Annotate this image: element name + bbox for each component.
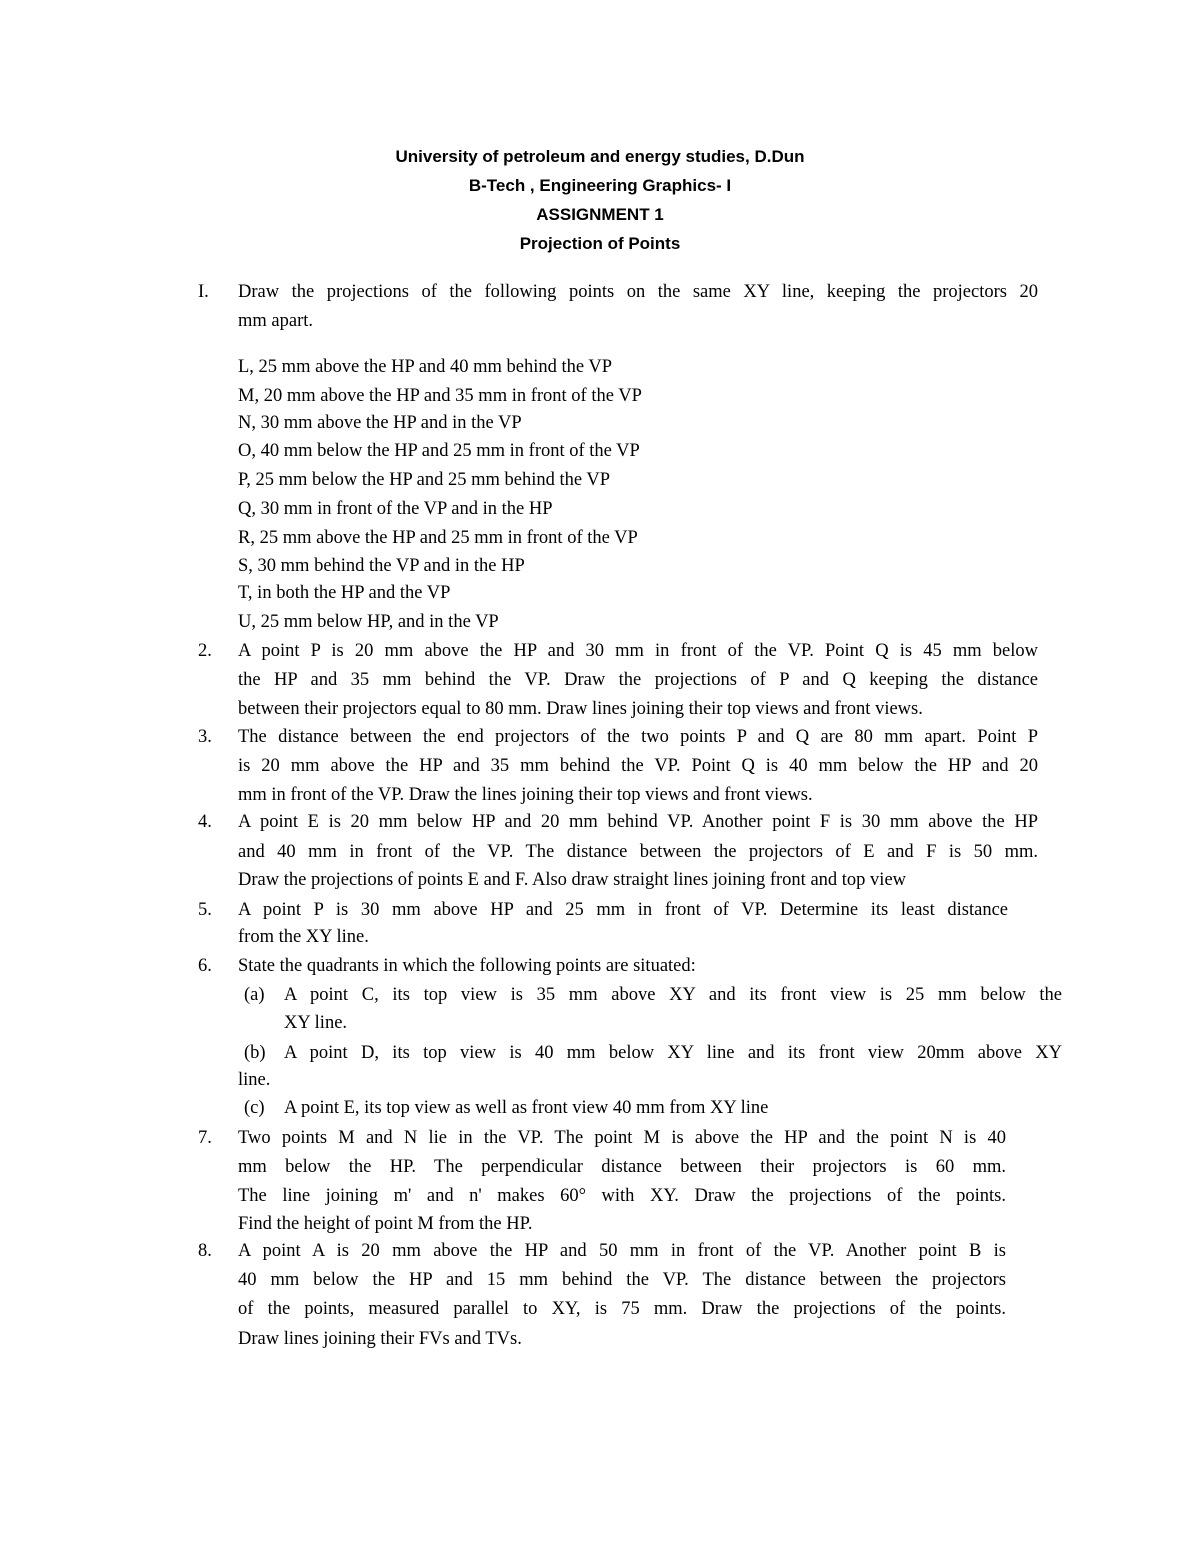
sub-part-text-line: A point E, its top view as well as front view 40 mm from XY line bbox=[284, 1098, 769, 1118]
question-number: 4. bbox=[198, 812, 212, 832]
question-number: 8. bbox=[198, 1241, 212, 1261]
question-number: 6. bbox=[198, 956, 212, 976]
sub-part-label: (a) bbox=[244, 985, 265, 1005]
question-text-line: Draw lines joining their FVs and TVs. bbox=[238, 1329, 522, 1349]
question-text-line: Two points M and N lie in the VP. The point M is above the HP and the point N is 40 bbox=[238, 1128, 1006, 1148]
question-text-line: and 40 mm in front of the VP. The distance between the projectors of E and F is 50 mm. bbox=[238, 842, 1038, 862]
question-text-line: of the points, measured parallel to XY, is 75 mm. Draw the projections of the points. bbox=[238, 1299, 1006, 1319]
point-item: O, 40 mm below the HP and 25 mm in front of the VP bbox=[238, 441, 640, 461]
point-item: U, 25 mm below HP, and in the VP bbox=[238, 612, 499, 632]
question-text-line: is 20 mm above the HP and 35 mm behind the VP. Point Q is 40 mm below the HP and 20 bbox=[238, 756, 1038, 776]
question-number: 2. bbox=[198, 641, 212, 661]
sub-part-label: (c) bbox=[244, 1098, 265, 1118]
university-title: University of petroleum and energy studies, D.Dun bbox=[395, 147, 805, 166]
question-text-line: The line joining m' and n' makes 60° with XY. Draw the projections of the points. bbox=[238, 1186, 1006, 1206]
point-item: T, in both the HP and the VP bbox=[238, 583, 451, 603]
assignment-title: ASSIGNMENT 1 bbox=[536, 205, 664, 224]
question-text-line: 40 mm below the HP and 15 mm behind the VP. The distance between the projectors bbox=[238, 1270, 1006, 1290]
sub-part-text-line: line. bbox=[238, 1070, 271, 1090]
sub-part-text-line: XY line. bbox=[284, 1013, 348, 1033]
topic-title: Projection of Points bbox=[519, 234, 681, 253]
question-text-line: from the XY line. bbox=[238, 927, 369, 947]
point-item: S, 30 mm behind the VP and in the HP bbox=[238, 556, 525, 576]
point-item: Q, 30 mm in front of the VP and in the HP bbox=[238, 499, 553, 519]
question-text-line: State the quadrants in which the following points are situated: bbox=[238, 956, 696, 976]
question-text-line: mm apart. bbox=[238, 311, 314, 331]
sub-part-text-line: A point D, its top view is 40 mm below XY line and its front view 20mm above XY bbox=[284, 1043, 1062, 1063]
question-number: 7. bbox=[198, 1128, 212, 1148]
question-number: 5. bbox=[198, 900, 212, 920]
question-number: I. bbox=[198, 282, 209, 302]
point-item: N, 30 mm above the HP and in the VP bbox=[238, 413, 522, 433]
question-text-line: the HP and 35 mm behind the VP. Draw the projections of P and Q keeping the distance bbox=[238, 670, 1038, 690]
document-header bbox=[0, 142, 1200, 258]
question-text-line: A point P is 20 mm above the HP and 30 mm in front of the VP. Point Q is 45 mm below bbox=[238, 641, 1038, 661]
sub-part-text-line: A point C, its top view is 35 mm above XY and its front view is 25 mm below the bbox=[284, 985, 1062, 1005]
question-number: 3. bbox=[198, 727, 212, 747]
point-item: P, 25 mm below the HP and 25 mm behind the VP bbox=[238, 470, 611, 490]
course-title: B-Tech , Engineering Graphics- I bbox=[468, 176, 732, 195]
point-item: R, 25 mm above the HP and 25 mm in front of the VP bbox=[238, 528, 638, 548]
question-text-line: mm below the HP. The perpendicular distance between their projectors is 60 mm. bbox=[238, 1157, 1006, 1177]
question-text-line: A point E is 20 mm below HP and 20 mm behind VP. Another point F is 30 mm above the HP bbox=[238, 812, 1038, 832]
point-item: M, 20 mm above the HP and 35 mm in front of the VP bbox=[238, 386, 642, 406]
question-text-line: A point P is 30 mm above HP and 25 mm in front of VP. Determine its least distance bbox=[238, 900, 1008, 920]
question-text-line: A point A is 20 mm above the HP and 50 mm in front of the VP. Another point B is bbox=[238, 1241, 1006, 1261]
question-text-line: Find the height of point M from the HP. bbox=[238, 1214, 533, 1234]
question-text-line: Draw the projections of points E and F. Also draw straight lines joining front and top view bbox=[238, 870, 907, 890]
question-text-line: mm in front of the VP. Draw the lines joining their top views and front views. bbox=[238, 785, 813, 805]
point-item: L, 25 mm above the HP and 40 mm behind the VP bbox=[238, 357, 613, 377]
question-text-line: The distance between the end projectors of the two points P and Q are 80 mm apart. Point P bbox=[238, 727, 1038, 747]
question-text-line: between their projectors equal to 80 mm. Draw lines joining their top views and front views. bbox=[238, 699, 923, 719]
question-text-line: Draw the projections of the following points on the same XY line, keeping the projectors 20 bbox=[238, 282, 1038, 302]
sub-part-label: (b) bbox=[244, 1043, 266, 1063]
